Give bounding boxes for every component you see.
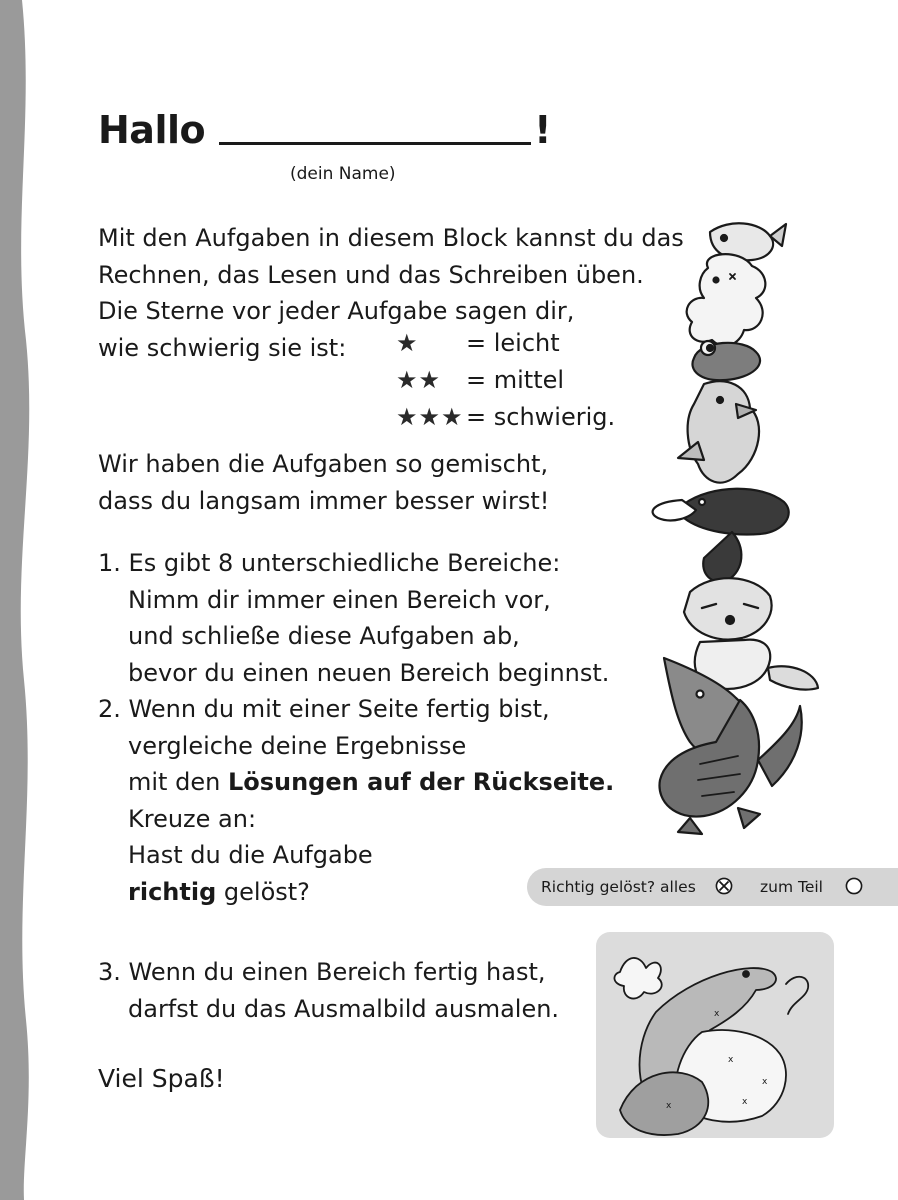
closing-greeting: Viel Spaß!	[98, 1064, 225, 1093]
intro-line: wie schwierig sie ist:	[98, 333, 347, 362]
star-icon: ★★★	[396, 403, 464, 431]
star-icon: ★★	[396, 366, 442, 394]
name-hint: (dein Name)	[290, 164, 396, 184]
name-blank-line	[219, 114, 531, 145]
intro-line: Rechnen, das Lesen und das Schreiben üben.	[98, 260, 644, 289]
step3-line: darfst du das Ausmalbild ausmalen.	[128, 994, 560, 1023]
intro-closing	[98, 446, 549, 519]
intro-line: Die Sterne vor jeder Aufgabe sagen dir,	[98, 297, 575, 325]
badge-text-all: Richtig gelöst? alles	[541, 878, 696, 896]
star-icon: ★	[396, 329, 419, 357]
svg-text:x: x	[742, 1097, 748, 1107]
svg-text:x: x	[714, 1009, 720, 1019]
instruction-list	[98, 545, 614, 910]
difficulty-label: = leicht	[466, 329, 560, 357]
step2-text: gelöst?	[216, 877, 310, 906]
step2-line: Kreuze an:	[128, 804, 257, 833]
greeting-word: Hallo	[98, 108, 206, 152]
crossed-circle-icon	[715, 877, 733, 895]
greeting-title	[98, 108, 551, 152]
animal-tower-illustration	[620, 212, 830, 847]
intro-text	[98, 220, 684, 366]
intro-line: Mit den Aufgaben in diesem Block kannst du das	[98, 224, 684, 252]
wavy-page-border	[0, 0, 40, 1200]
svg-text:x: x	[762, 1077, 768, 1087]
svg-text:x: x	[666, 1101, 672, 1111]
greeting-exclaim: !	[534, 108, 551, 152]
step1-line: 1. Es gibt 8 unterschiedliche Bereiche:	[98, 549, 561, 577]
step1-line: und schließe diese Aufgaben ab,	[128, 622, 520, 650]
difficulty-label: = schwierig.	[466, 403, 616, 431]
closing-line: Wir haben die Aufgaben so gemischt,	[98, 450, 549, 478]
svg-text:x: x	[728, 1055, 734, 1065]
step2-line: 2. Wenn du mit einer Seite fertig bist,	[98, 695, 550, 723]
difficulty-label: = mittel	[466, 366, 565, 394]
step2-line: vergleiche deine Ergebnisse	[128, 731, 467, 760]
step3	[98, 954, 559, 1027]
difficulty-row-medium	[396, 366, 564, 394]
step1-line: Nimm dir immer einen Bereich vor,	[128, 585, 551, 614]
solutions-emphasis: Lösungen auf der Rückseite.	[227, 768, 615, 796]
step2-text: mit den	[128, 768, 228, 796]
empty-circle-icon	[845, 877, 863, 895]
closing-line: dass du langsam immer besser wirst!	[98, 486, 550, 515]
difficulty-row-easy	[396, 329, 560, 357]
step2-line: Hast du die Aufgabe	[128, 841, 373, 869]
coloring-picture	[596, 932, 834, 1138]
correct-emphasis: richtig	[128, 877, 217, 906]
step2-line	[98, 764, 614, 801]
step1-line: bevor du einen neuen Bereich beginnst.	[128, 658, 610, 687]
badge-text-partial: zum Teil	[760, 878, 823, 896]
difficulty-row-hard	[396, 403, 615, 431]
step3-line: 3. Wenn du einen Bereich fertig hast,	[98, 958, 546, 986]
self-check-badge	[527, 868, 898, 906]
